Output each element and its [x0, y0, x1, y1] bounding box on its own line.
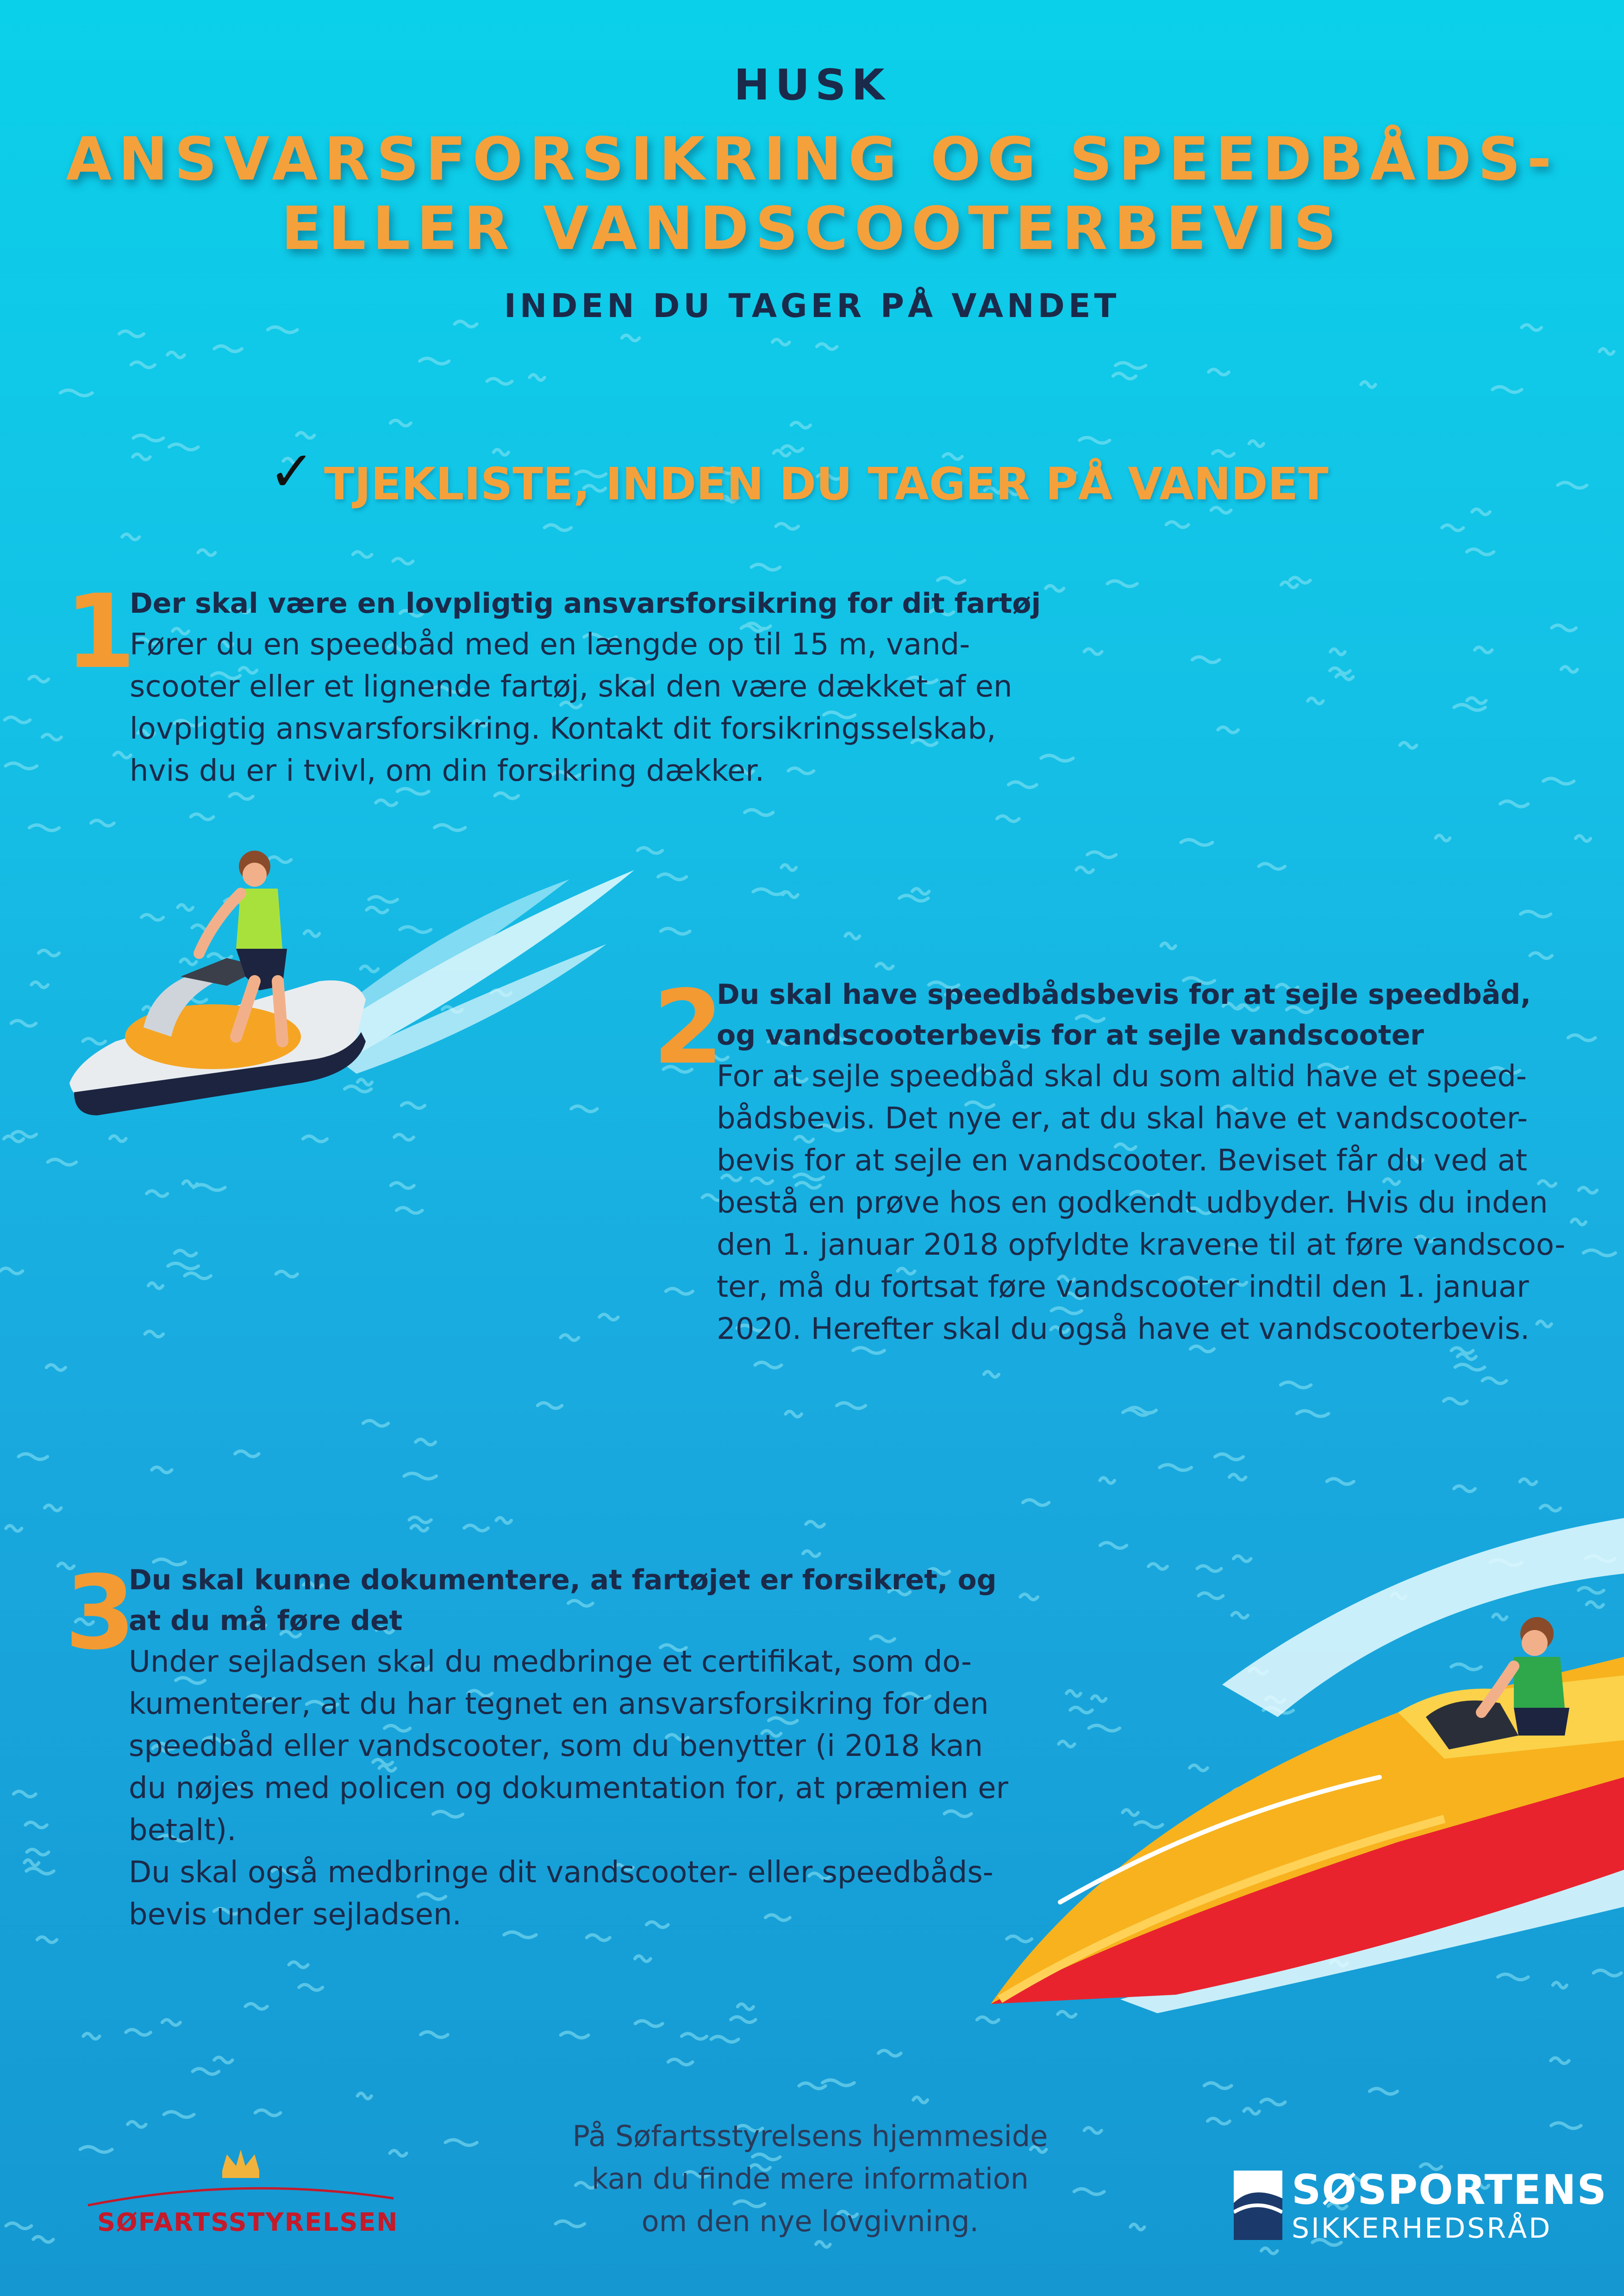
wave-squiggle	[781, 865, 796, 870]
item-3-number: 3	[65, 1554, 136, 1672]
wave-squiggle	[751, 564, 780, 570]
wave-squiggle	[48, 1159, 76, 1165]
item-1-title: Der skal være en lovpligtig ansvarsforsikring for dit fartøj	[130, 587, 1041, 620]
wave-squiggle	[393, 559, 413, 564]
wave-squiggle	[363, 1420, 388, 1426]
wave-squiggle	[899, 896, 928, 901]
wave-squiggle	[1436, 835, 1450, 841]
wave-squiggle	[1261, 2248, 1277, 2253]
item-2-body-line: den 1. januar 2018 opfyldte kravene til at føre vandscoo-	[717, 1228, 1566, 1262]
crown-icon	[83, 2143, 398, 2212]
wave-squiggle	[1297, 1411, 1328, 1416]
wave-squiggle	[268, 327, 297, 332]
wave-squiggle	[1259, 864, 1285, 869]
wave-squiggle	[289, 1962, 308, 1967]
wave-squiggle	[837, 1403, 865, 1408]
wave-squiggle	[912, 889, 929, 894]
wave-squiggle	[1493, 387, 1522, 392]
wave-squiggle	[193, 2069, 219, 2074]
wave-squiggle	[997, 816, 1019, 821]
wave-squiggle	[185, 1273, 211, 1279]
wave-squiggle	[25, 1822, 47, 1828]
footer-info-line: kan du finde mere information	[591, 2162, 1029, 2196]
wave-squiggle	[806, 1521, 824, 1527]
wave-squiggle	[435, 825, 465, 830]
wave-squiggle	[878, 2050, 901, 2056]
item-3-body-line: speedbåd eller vandscooter, som du benytter (i 2018 kan	[129, 1729, 983, 1763]
wave-squiggle	[600, 1314, 618, 1320]
wave-squiggle	[487, 379, 512, 384]
item-2	[717, 974, 1596, 1350]
wave-squiggle	[938, 578, 965, 583]
wave-squiggle	[416, 1439, 436, 1445]
item-3	[129, 1560, 1078, 1936]
wave-squiggle	[31, 982, 48, 988]
wave-squiggle	[5, 717, 30, 722]
wave-squiggle	[1115, 363, 1145, 368]
item-3-body-line: Under sejladsen skal du medbringe et certifikat, som do-	[129, 1645, 972, 1679]
footer-info	[532, 2115, 1088, 2243]
wave-squiggle	[745, 810, 773, 815]
wave-squiggle	[1454, 1486, 1475, 1492]
wave-squiggle	[876, 964, 893, 969]
wave-squiggle	[1023, 1500, 1049, 1506]
wave-squiggle	[194, 1185, 225, 1190]
wave-squiggle	[29, 825, 59, 831]
item-3-body-line: du nøjes med policen og dokumentation for, at præmien er	[129, 1771, 1008, 1805]
wave-squiggle	[33, 2237, 53, 2242]
wave-squiggle	[753, 889, 785, 895]
wave-squiggle	[1209, 369, 1229, 375]
wave-squiggle	[782, 446, 803, 451]
wave-squiggle	[786, 1411, 802, 1417]
wave-squiggle	[1107, 581, 1137, 586]
wave-squiggle	[1218, 727, 1238, 733]
wave-squiggle	[164, 2112, 194, 2117]
item-2-number: 2	[653, 968, 724, 1087]
wave-squiggle	[1472, 509, 1490, 515]
wave-squiggle	[1551, 2058, 1569, 2064]
footer-info-line: På Søfartsstyrelsens hjemmeside	[572, 2119, 1048, 2153]
wave-squiggle	[235, 1451, 259, 1456]
wave-squiggle	[168, 352, 185, 358]
wave-squiggle	[1161, 943, 1175, 949]
wave-squiggle	[666, 1288, 693, 1294]
item-1-body-line: hvis du er i tvivl, om din forsikring dækker.	[130, 754, 765, 788]
wave-squiggle	[1530, 953, 1552, 958]
wave-squiggle	[445, 2140, 477, 2145]
wave-squiggle	[43, 734, 62, 740]
wave-squiggle	[1522, 325, 1542, 330]
wave-squiggle	[737, 2004, 753, 2010]
item-2-body-line: bevis for at sejle en vandscooter. Beviset får du ved at	[717, 1144, 1527, 1178]
wave-squiggle	[1100, 1478, 1115, 1483]
wave-squiggle	[637, 848, 662, 853]
wave-squiggle	[6, 1525, 22, 1531]
wave-squiggle	[1575, 836, 1590, 841]
wave-squiggle	[126, 2029, 151, 2035]
wave-logo-icon	[1234, 2171, 1282, 2240]
item-2-body-line: ter, må du fortsat føre vandscooter indtil den 1. januar	[717, 1270, 1529, 1304]
wave-squiggle	[783, 892, 798, 897]
wave-squiggle	[493, 449, 508, 455]
wave-squiggle	[668, 2059, 693, 2065]
wave-squiggle	[817, 344, 837, 349]
wave-squiggle	[1281, 582, 1298, 588]
wave-squiggle	[122, 534, 139, 540]
item-1-body-line: Fører du en speedbåd med en længde op til 15 m, vand-	[130, 628, 970, 662]
wave-squiggle	[83, 2034, 100, 2039]
header-subline: INDEN DU TAGER PÅ VANDET	[504, 287, 1120, 325]
wave-squiggle	[396, 1207, 422, 1213]
wave-squiggle	[1442, 525, 1463, 530]
item-1-number: 1	[65, 572, 136, 691]
logo-sikkerhedsraad: SIKKERHEDSRÅD	[1292, 2212, 1552, 2245]
wave-squiggle	[409, 1517, 431, 1523]
wave-squiggle	[1290, 578, 1310, 583]
item-3-title-line: at du må føre det	[129, 1605, 403, 1637]
wave-squiggle	[1192, 657, 1219, 662]
wave-squiggle	[791, 423, 810, 428]
wave-squiggle	[1084, 649, 1102, 654]
wave-squiggle	[1308, 698, 1323, 704]
wave-squiggle	[635, 2021, 662, 2026]
wave-squiggle	[133, 435, 163, 441]
wave-squiggle	[1552, 625, 1576, 631]
wave-squiggle	[1400, 742, 1417, 748]
wave-squiggle	[1261, 2099, 1285, 2105]
wave-squiggle	[131, 362, 155, 367]
wave-squiggle	[376, 800, 397, 806]
wave-squiggle	[128, 2122, 146, 2127]
wave-squiggle	[38, 950, 59, 956]
wave-squiggle	[12, 1132, 37, 1137]
wave-squiggle	[561, 1335, 579, 1340]
wave-squiggle	[91, 820, 114, 826]
wave-squiggle	[496, 1518, 512, 1523]
wave-squiggle	[44, 1505, 61, 1511]
wave-squiggle	[1076, 867, 1093, 872]
wave-squiggle	[1213, 451, 1234, 456]
wave-squiggle	[823, 2080, 855, 2085]
wave-squiggle	[6, 2223, 31, 2228]
wave-squiggle	[1131, 2224, 1144, 2230]
wave-squiggle	[464, 1525, 488, 1531]
item-2-title-line: Du skal have speedbådsbevis for at sejle speedbåd,	[717, 978, 1531, 1011]
headline-line-2: ELLER VANDSCOOTERBEVIS	[281, 194, 1343, 263]
wave-squiggle	[29, 676, 49, 682]
wave-squiggle	[1599, 349, 1614, 355]
wave-squiggle	[0, 1268, 22, 1274]
wave-squiggle	[27, 1849, 49, 1855]
wave-squiggle	[411, 1525, 428, 1531]
wave-squiggle	[537, 1403, 562, 1408]
item-3-body-line: betalt).	[129, 1813, 237, 1848]
wave-squiggle	[984, 1371, 999, 1377]
item-2-title-line: og vandscooterbevis for at sejle vandscooter	[717, 1019, 1424, 1052]
wave-squiggle	[1181, 840, 1212, 845]
wave-squiggle	[297, 433, 314, 438]
wave-squiggle	[1244, 2109, 1259, 2114]
wave-squiggle	[255, 2110, 281, 2116]
check-icon: ✓	[269, 440, 315, 504]
wave-squiggle	[711, 2036, 738, 2042]
wave-squiggle	[845, 933, 860, 939]
wave-squiggle	[1160, 1465, 1192, 1470]
wave-squiggle	[1474, 647, 1492, 653]
wave-squiggle	[169, 444, 198, 450]
wave-squiggle	[214, 2057, 233, 2063]
wave-squiggle	[162, 2020, 180, 2025]
wave-squiggle	[731, 2017, 756, 2022]
wave-squiggle	[11, 1020, 36, 1026]
item-3-body-line: Du skal også medbringe dit vandscooter- eller speedbåds-	[129, 1855, 993, 1890]
wave-squiggle	[175, 1251, 196, 1256]
wave-squiggle	[1361, 382, 1375, 387]
wave-squiggle	[1330, 649, 1345, 654]
wave-squiggle	[1540, 1506, 1560, 1511]
wave-squiggle	[19, 1454, 48, 1459]
wave-squiggle	[1249, 441, 1263, 447]
wave-squiggle	[13, 1791, 36, 1797]
wave-squiggle	[1215, 1454, 1243, 1460]
wave-squiggle	[1166, 522, 1188, 528]
wave-squiggle	[114, 753, 131, 758]
wave-squiggle	[419, 358, 449, 364]
wave-squiggle	[635, 1956, 650, 1961]
wave-squiggle	[299, 1985, 323, 1990]
wave-squiggle	[37, 1937, 56, 1942]
wave-squiggle	[622, 335, 639, 341]
speedboat-illustration	[981, 1518, 1624, 2018]
jetski-illustration	[60, 842, 639, 1139]
wave-squiggle	[357, 2093, 371, 2099]
wave-squiggle	[1482, 1378, 1506, 1383]
wave-squiggle	[46, 1365, 65, 1370]
wave-squiggle	[245, 2004, 267, 2009]
wave-squiggle	[1327, 1479, 1354, 1484]
wave-squiggle	[152, 1467, 172, 1473]
wave-squiggle	[191, 814, 213, 820]
wave-squiggle	[495, 793, 518, 798]
wave-squiggle	[390, 420, 411, 426]
header-husk: HUSK	[734, 60, 890, 110]
wave-squiggle	[183, 1181, 197, 1187]
wave-squiggle	[198, 550, 215, 555]
wave-squiggle	[1520, 1479, 1537, 1485]
wave-squiggle	[60, 390, 92, 396]
wave-squiggle	[776, 523, 799, 529]
wave-squiggle	[1457, 1354, 1476, 1359]
wave-squiggle	[658, 874, 686, 880]
logo-sofartsstyrelsen: SØFARTSSTYRELSEN	[97, 2208, 399, 2237]
wave-squiggle	[681, 2034, 706, 2039]
item-2-body-line: bestå en prøve hos en godkendt udbyder. Hvis du inden	[717, 1186, 1548, 1220]
wave-squiggle	[1543, 778, 1574, 784]
wave-squiggle	[1336, 674, 1353, 679]
item-3-body-line: bevis under sejladsen.	[129, 1898, 462, 1932]
wave-squiggle	[774, 450, 790, 456]
headline-line-1: ANSVARSFORSIKRING OG SPEEDBÅDS-	[66, 125, 1558, 194]
wave-squiggle	[230, 794, 253, 799]
item-2-body-line: For at sejle speedbåd skal du som altid have et speed-	[717, 1059, 1527, 1094]
item-3-title-line: Du skal kunne dokumentere, at fartøjet er forsikret, og	[129, 1564, 997, 1596]
wave-squiggle	[1558, 482, 1587, 488]
wave-squiggle	[119, 331, 144, 336]
wave-squiggle	[661, 928, 690, 934]
wave-squiggle	[561, 2032, 588, 2038]
wave-squiggle	[25, 1860, 39, 1866]
wave-squiggle	[421, 2032, 448, 2037]
wave-squiggle	[1561, 666, 1577, 672]
wave-squiggle	[148, 1283, 162, 1288]
logo-sosportens: SØSPORTENS	[1292, 2166, 1607, 2214]
wave-squiggle	[913, 2097, 928, 2103]
wave-squiggle	[6, 763, 37, 769]
wave-squiggle	[1551, 2123, 1581, 2128]
wave-squiggle	[1467, 698, 1486, 703]
wave-squiggle	[145, 1331, 163, 1337]
item-2-body-line: bådsbevis. Det nye er, at du skal have et vandscooter-	[717, 1101, 1528, 1136]
wave-squiggle	[1520, 911, 1550, 917]
item-1-body-line: scooter eller et lignende fartøj, skal den være dækket af en	[130, 670, 1012, 704]
wave-squiggle	[1113, 373, 1136, 379]
wave-squiggle	[755, 1362, 781, 1368]
wave-squiggle	[1500, 801, 1528, 807]
wave-squiggle	[353, 552, 372, 557]
wave-squiggle	[1207, 2118, 1230, 2124]
wave-squiggle	[214, 346, 242, 352]
wave-squiggle	[1280, 1382, 1311, 1388]
footer-info-line: om den nye lovgivning.	[641, 2204, 979, 2238]
wave-squiggle	[1229, 1475, 1245, 1480]
wave-squiggle	[147, 1191, 168, 1196]
item-3-body-line: kumenterer, at du har tegnet en ansvarsforsikring for den	[129, 1687, 989, 1721]
wave-squiggle	[133, 454, 150, 460]
wave-squiggle	[1443, 1399, 1467, 1404]
wave-squiggle	[404, 1473, 437, 1479]
item-1	[130, 583, 1056, 792]
wave-squiggle	[391, 1182, 414, 1188]
item-2-body-line: 2020. Herefter skal du også have et vandscooterbevis.	[717, 1312, 1530, 1346]
checklist-title: TJEKLISTE, INDEN DU TAGER PÅ VANDET	[324, 458, 1329, 510]
wave-squiggle	[1204, 2083, 1231, 2088]
wave-squiggle	[1369, 2089, 1397, 2094]
wave-squiggle	[4, 1136, 23, 1142]
wave-squiggle	[530, 375, 544, 380]
wave-squiggle	[276, 1271, 297, 1277]
item-1-body-line: lovpligtig ansvarsforsikring. Kontakt dit forsikringsselskab,	[130, 712, 996, 746]
wave-squiggle	[1087, 852, 1116, 858]
wave-squiggle	[1455, 1364, 1485, 1370]
wave-squiggle	[1467, 549, 1493, 554]
wave-squiggle	[26, 1868, 54, 1874]
wave-squiggle	[1454, 704, 1485, 710]
wave-squiggle	[772, 339, 789, 345]
wave-squiggle	[544, 525, 571, 530]
wave-squiggle	[803, 1551, 819, 1556]
wave-squiggle	[1080, 437, 1110, 443]
wave-squiggle	[168, 1263, 199, 1269]
